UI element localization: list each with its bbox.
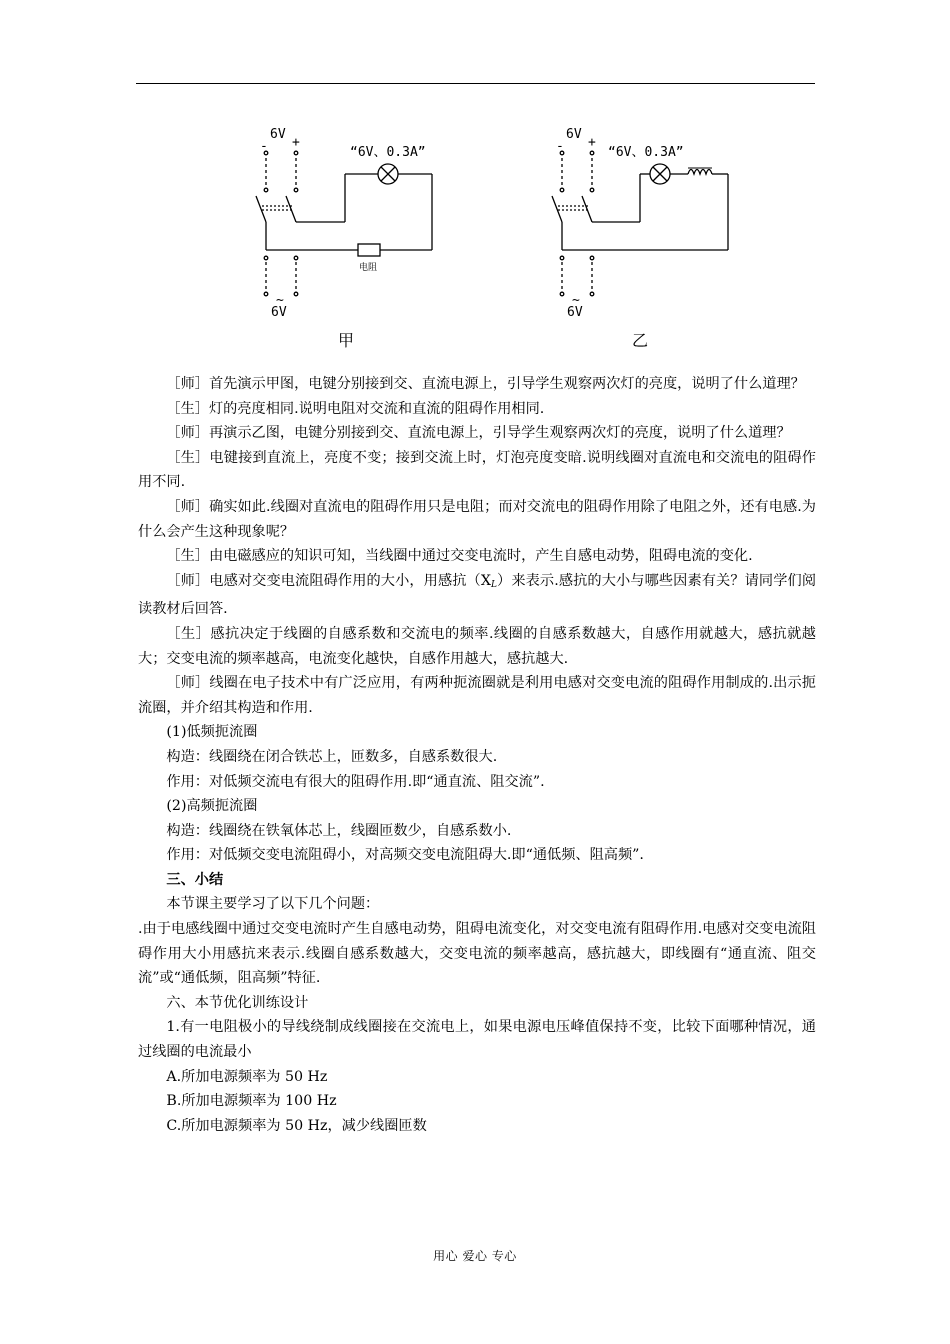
yi-ac-tilde: ~ — [572, 293, 580, 308]
paragraph: 作用：对低频交变电流阻碍小，对高频交变电流阻碍大.即“通低频、阻高频”. — [166, 847, 644, 864]
paragraph: ［师］首先演示甲图，电键分别接到交、直流电源上，引导学生观察两次灯的亮度，说明了什么道理？ — [166, 376, 805, 392]
paragraph-inductive-reactance — [138, 569, 816, 622]
question: 1.有一电阻极小的导线绕制成线圈接在交流电上，如果电源电压峰值保持不变，比较下面哪种情况，通过线圈的电流最小 — [138, 1019, 816, 1061]
yi-lamp-label: “6V、0.3A” — [608, 145, 684, 160]
circuit-jia — [256, 151, 432, 296]
yi-dc-voltage-label: 6V — [566, 127, 582, 142]
text-run: ）来表示.感抗的大小与哪些因素有关？请同学们阅读教材后回答. — [138, 572, 817, 618]
jia-resistor-label: 电阻 — [359, 263, 378, 273]
paragraph: 构造：线圈绕在闭合铁芯上，匝数多，自感系数很大. — [166, 748, 498, 765]
paragraph: 六、本节优化训练设计 — [166, 994, 309, 1011]
option-b: B.所加电源频率为 100 Hz — [166, 1093, 337, 1110]
paragraph: ［生］电键接到直流上，亮度不变；接到交流上时，灯泡亮度变暗.说明线圈对直流电和交流电的阻碍作用不同. — [138, 449, 816, 491]
jia-ac-tilde: ~ — [276, 293, 284, 308]
option-c: C.所加电源频率为 50 Hz，减少线圈匝数 — [166, 1117, 427, 1134]
paragraph: ［生］由电磁感应的知识可知，当线圈中通过交变电流时，产生自感电动势，阻碍电流的变化. — [166, 548, 753, 565]
paragraph: ［生］灯的亮度相同.说明电阻对交流和直流的阻碍作用相同. — [166, 400, 545, 417]
paragraph: ［生］感抗决定于线圈的自感系数和交流电的频率.线圈的自感系数越大，自感作用就越大，感抗就越大；交变电流的频率越高，电流变化越快，自感作用越大，感抗越大. — [138, 625, 816, 667]
paragraph: 构造：线圈绕在铁氧体芯上，线圈匝数少，自感系数小. — [166, 822, 512, 839]
circuit-yi — [552, 151, 728, 296]
option-a: A.所加电源频率为 50 Hz — [166, 1068, 328, 1085]
yi-plus-sign: + — [588, 135, 596, 150]
header-rule — [136, 83, 815, 84]
document-body — [138, 372, 816, 1138]
paragraph: 本节课主要学习了以下几个问题： — [166, 896, 380, 913]
jia-lamp-label: “6V、0.3A” — [350, 145, 426, 160]
paragraph: ［师］再演示乙图，电键分别接到交、直流电源上，引导学生观察两次灯的亮度，说明了什么道理？ — [166, 425, 791, 442]
paragraph: .由于电感线圈中通过交变电流时产生自感电动势，阻碍电流变化，对交变电流有阻碍作用.电感对交变电流阻碍作用大小用感抗来表示.线圈自感系数越大，交变电流的频率越高，感抗越大，即线圈有“通直流、阻交流”或“通低频，阻高频”特征. — [138, 921, 816, 987]
text-run: ［师］电感对交变电流阻碍作用的大小，用感抗（X — [166, 572, 491, 589]
jia-plus-sign: + — [292, 135, 300, 150]
jia-dc-voltage-label: 6V — [270, 127, 286, 142]
subscript: L — [490, 579, 497, 590]
paragraph: (2)高频扼流圈 — [166, 798, 258, 815]
yi-caption: 乙 — [632, 331, 649, 350]
paragraph: ［师］确实如此.线圈对直流电的阻碍作用只是电阻；而对交流电的阻碍作用除了电阻之外，还有电感.为什么会产生这种现象呢？ — [138, 498, 816, 540]
paragraph: ［师］线圈在电子技术中有广泛应用，有两种扼流圈就是利用电感对交变电流的阻碍作用制成的.出示扼流圈，并介绍其构造和作用. — [138, 675, 816, 716]
yi-ac-voltage-label: 6V — [567, 305, 583, 320]
jia-ac-voltage-label: 6V — [271, 305, 287, 320]
section-heading: 三、小结 — [166, 871, 224, 888]
jia-caption: 甲 — [338, 331, 355, 350]
jia-minus-sign: - — [260, 139, 268, 154]
page-footer: 用心 爱心 专心 — [433, 1249, 517, 1263]
yi-minus-sign: - — [556, 139, 564, 154]
paragraph: 作用：对低频交流电有很大的阻碍作用.即“通直流、阻交流”. — [166, 773, 545, 790]
circuit-figure — [200, 118, 760, 358]
paragraph: (1)低频扼流圈 — [166, 724, 258, 741]
